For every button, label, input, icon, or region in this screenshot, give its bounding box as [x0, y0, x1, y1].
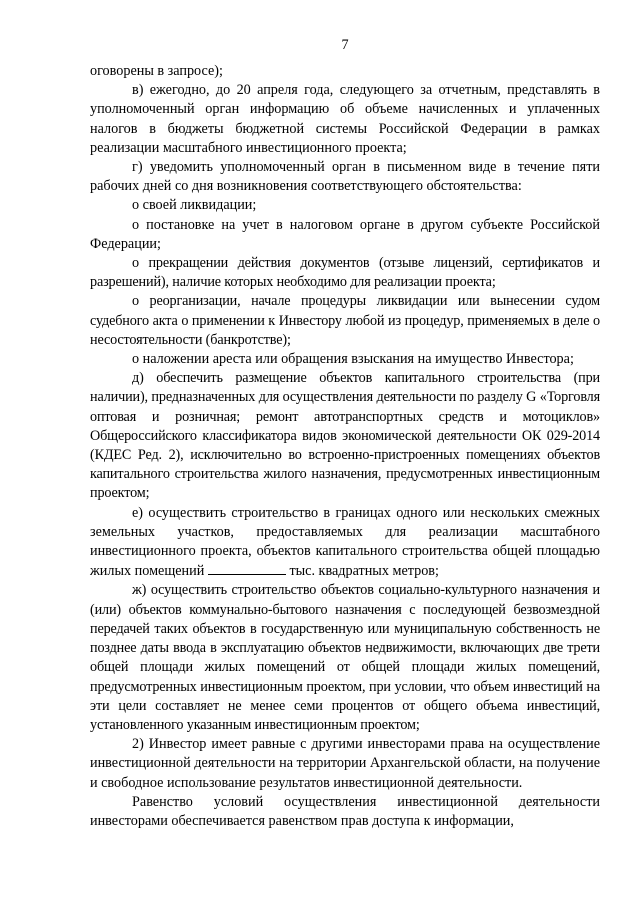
paragraph-item-e	[90, 504, 600, 582]
paragraph-continuation: оговорены в запросе);	[90, 63, 223, 79]
paragraph-arrest: о наложении ареста или обращения взыскания на имущество Инвестора;	[132, 351, 574, 368]
paragraph-reorganization: о реорганизации, начале процедуры ликвидации или вынесении судом судебного акта о применении к Инвестору любой из процедур, применяемых в деле о несостоятельности (банкротстве);	[90, 293, 600, 348]
paragraph-equality: Равенство условий осуществления инвестиционной деятельности инвесторами обеспечивается равенством прав доступа к информации,	[90, 793, 600, 829]
paragraph-item-d: д) обеспечить размещение объектов капитального строительства (при наличии), предназначенных для осуществления деятельности по разделу G «Торговля оптовая и розничная; ремонт автотранспортных средств и мотоциклов» Общероссийского классификатора видов экономической деятельности ОК 029-2014 (КДЕС Ред. 2), исключительно во встроенно-пристроенных помещениях объектов капитального строительства жилого назначения, предусмотренных инвестиционным проектом;	[90, 370, 600, 502]
paragraph-investor-rights: 2) Инвестор имеет равные с другими инвесторами права на осуществление инвестиционной деятельности на территории Архангельской области, на получение и свободное использование результатов инвестиционной деятельности.	[90, 736, 600, 791]
paragraph-liquidation: о своей ликвидации;	[132, 197, 257, 214]
paragraph-item-e-tail: тыс. квадратных метров;	[285, 563, 439, 580]
paragraph-item-g: г) уведомить уполномоченный орган в письменном виде в течение пяти рабочих дней со дня возникновения соответствующего обстоятельства:	[90, 159, 600, 195]
paragraph-item-zh: ж) осуществить строительство объектов социально-культурного назначения и (или) объектов коммунально-бытового назначения с последующей безвозмездной передачей таких объектов в государственную или муниципальную собственность не позднее даты ввода в эксплуатацию объектов недвижимости, включающих две трети общей площади жилых помещений от общей площади жилых помещений, предусмотренных инвестиционным проектом, при условии, что объем инвестиций на эти цели составляет не менее семи процентов от общего объема инвестиций, установленного указанным инвестиционным проектом;	[90, 582, 600, 733]
paragraph-documents: о прекращении действия документов (отзыве лицензий, сертификатов и разрешений), наличие которых необходимо для реализации проекта;	[90, 255, 600, 291]
page-number: 7	[341, 37, 349, 53]
paragraph-item-v: в) ежегодно, до 20 апреля года, следующего за отчетным, представлять в уполномоченный орган информацию об объеме начисленных и уплаченных налогов в бюджеты бюджетной системы Российской Федерации в рамках реализации масштабного инвестиционного проекта;	[90, 82, 600, 156]
area-blank-field	[208, 561, 286, 575]
document-body	[90, 62, 600, 831]
paragraph-item-e-text: е) осуществить строительство в границах одного или нескольких смежных земельных участков, предоставляемых для реализации масштабного инвестиционного проекта, объектов капитального строительства общей площадью жилых помещений	[90, 504, 600, 580]
paragraph-tax-registration: о постановке на учет в налоговом органе в другом субъекте Российской Федерации;	[90, 216, 600, 252]
